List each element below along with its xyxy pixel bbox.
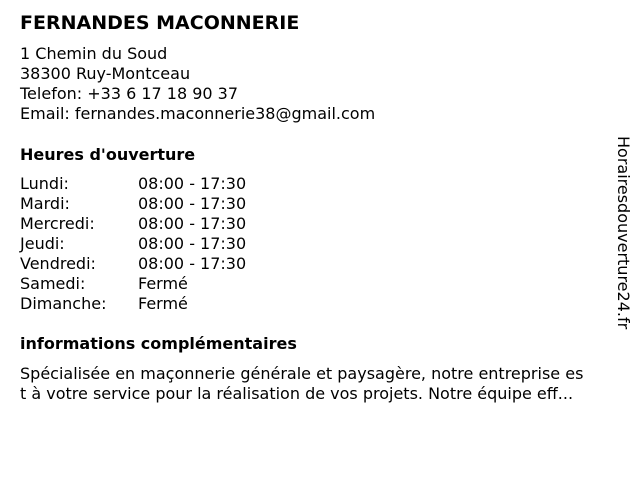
day-label: Lundi: <box>20 174 69 193</box>
additional-info-text <box>20 364 630 404</box>
day-hours: Fermé <box>138 274 188 293</box>
day-label: Vendredi: <box>20 254 96 273</box>
phone-number: Telefon: +33 6 17 18 90 37 <box>20 84 239 103</box>
additional-info-heading: informations complémentaires <box>20 334 297 353</box>
day-hours: 08:00 - 17:30 <box>138 234 247 253</box>
day-hours: 08:00 - 17:30 <box>138 214 247 233</box>
site-watermark: Horairesdouverture24.fr <box>614 136 633 330</box>
address-city: 38300 Ruy-Montceau <box>20 64 191 83</box>
contact-block <box>20 44 375 124</box>
day-hours: Fermé <box>138 294 188 313</box>
day-hours: 08:00 - 17:30 <box>138 174 247 193</box>
day-label: Mardi: <box>20 194 70 213</box>
address-street: 1 Chemin du Soud <box>20 44 168 63</box>
day-label: Jeudi: <box>20 234 65 253</box>
day-label: Dimanche: <box>20 294 107 313</box>
day-label: Mercredi: <box>20 214 95 233</box>
info-line-2: t à votre service pour la réalisation de vos projets. Notre équipe eff... <box>20 384 574 403</box>
email-address: Email: fernandes.maconnerie38@gmail.com <box>20 104 376 123</box>
info-line-1: Spécialisée en maçonnerie générale et paysagère, notre entreprise es <box>20 364 584 383</box>
business-name: FERNANDES MACONNERIE <box>20 12 300 34</box>
day-hours: 08:00 - 17:30 <box>138 254 247 273</box>
day-label: Samedi: <box>20 274 86 293</box>
day-hours: 08:00 - 17:30 <box>138 194 247 213</box>
opening-hours-heading: Heures d'ouverture <box>20 145 196 164</box>
